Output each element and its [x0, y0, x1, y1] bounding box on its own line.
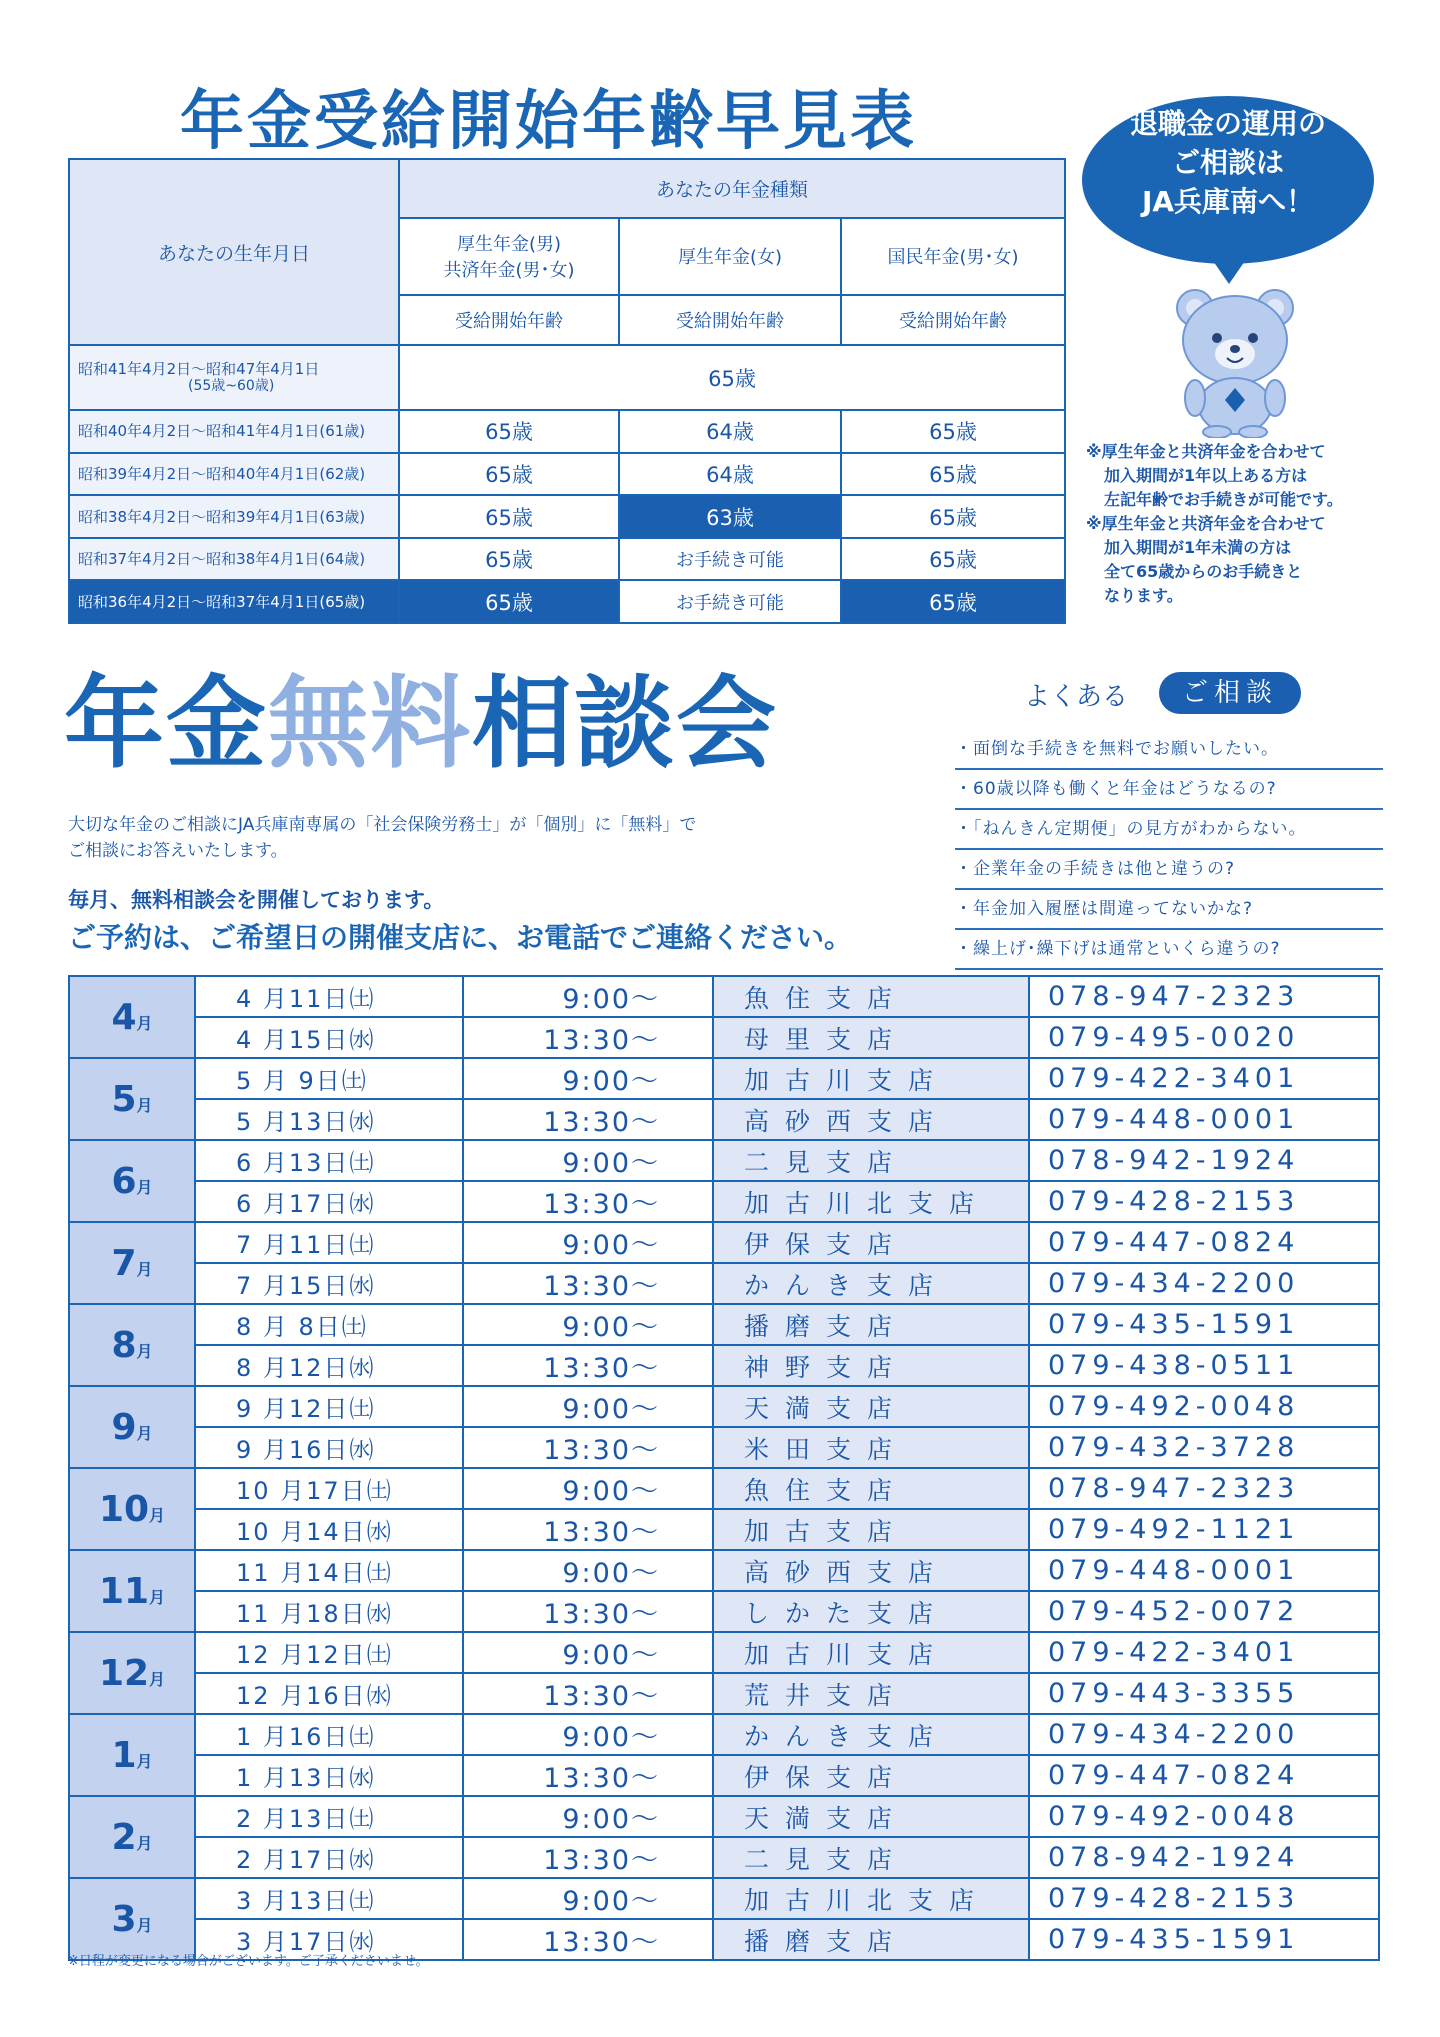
month-unit: 月: [149, 1505, 166, 1525]
phone-number: 079-435-1591: [1029, 1919, 1379, 1960]
schedule-date: 12 月12日㈯: [195, 1632, 463, 1673]
age-row-date: 昭和39年4月2日～昭和40年4月1日(62歳): [69, 453, 399, 496]
faq-item: ・繰上げ･繰下げは通常といくら違うの?: [955, 930, 1383, 970]
age-row-date-main: 昭和41年4月2日～昭和47年4月1日: [78, 360, 320, 379]
consultation-title-part1: 年金: [64, 665, 268, 782]
age-row-date: [69, 345, 399, 410]
schedule-time: 13:30～: [463, 1181, 713, 1222]
schedule-date: 10 月17日㈯: [195, 1468, 463, 1509]
age-cell: 65歳: [399, 410, 619, 453]
schedule-date: 1 月16日㈯: [195, 1714, 463, 1755]
branch-name: 魚住支店: [713, 1468, 1029, 1509]
age-table-title: 年金受給開始年齢早見表: [180, 85, 917, 159]
phone-number: 079-492-0048: [1029, 1796, 1379, 1837]
note-2-line-1: ※厚生年金と共済年金を合わせて: [1086, 514, 1326, 533]
month-label: [69, 1304, 195, 1386]
schedule-time: 13:30～: [463, 1837, 713, 1878]
schedule-date: 1 月13日㈬: [195, 1755, 463, 1796]
branch-name: 加古支店: [713, 1509, 1029, 1550]
age-cell: 64歳: [619, 453, 841, 496]
schedule-date: 7 月15日㈬: [195, 1263, 463, 1304]
month-number: 5: [111, 1078, 137, 1120]
consultation-title: [64, 665, 778, 782]
month-number: 11: [98, 1570, 150, 1612]
month-number: 3: [111, 1898, 137, 1940]
month-unit: 月: [136, 1423, 153, 1443]
age-cell: お手続き可能: [619, 580, 841, 623]
branch-name: 二見支店: [713, 1140, 1029, 1181]
branch-name: 播磨支店: [713, 1304, 1029, 1345]
col-kosei-male-header: [399, 218, 619, 295]
age-cell: 65歳: [841, 453, 1065, 496]
phone-number: 079-495-0020: [1029, 1017, 1379, 1058]
branch-name: 伊保支店: [713, 1222, 1029, 1263]
note-1-line-1: ※厚生年金と共済年金を合わせて: [1086, 442, 1326, 461]
schedule-row: [69, 1017, 1379, 1058]
month-unit: 月: [136, 1177, 153, 1197]
schedule-row: [69, 1632, 1379, 1673]
schedule-date: 6 月13日㈯: [195, 1140, 463, 1181]
schedule-date: 11 月18日㈬: [195, 1591, 463, 1632]
month-label: [69, 1222, 195, 1304]
phone-number: 079-447-0824: [1029, 1222, 1379, 1263]
schedule-date: 11 月14日㈯: [195, 1550, 463, 1591]
schedule-date: 6 月17日㈬: [195, 1181, 463, 1222]
phone-number: 078-942-1924: [1029, 1837, 1379, 1878]
note-2-line-2: 加入期間が1年未満の方は: [1104, 538, 1292, 557]
phone-number: 079-422-3401: [1029, 1632, 1379, 1673]
branch-name: 伊保支店: [713, 1755, 1029, 1796]
age-cell-highlight: 65歳: [841, 580, 1065, 623]
schedule-row: [69, 1509, 1379, 1550]
schedule-date: 3 月17日㈬: [195, 1919, 463, 1960]
bubble-line-2: ご相談は: [1171, 146, 1284, 179]
phone-number: 079-452-0072: [1029, 1591, 1379, 1632]
schedule-date: 9 月12日㈯: [195, 1386, 463, 1427]
branch-name: 高砂西支店: [713, 1099, 1029, 1140]
phone-number: 079-492-1121: [1029, 1509, 1379, 1550]
phone-number: 079-443-3355: [1029, 1673, 1379, 1714]
sub-label-3: 受給開始年齢: [841, 295, 1065, 346]
consultation-schedule-table: [68, 975, 1380, 1961]
month-number: 9: [111, 1406, 137, 1448]
month-unit: 月: [149, 1669, 166, 1689]
age-cell-highlight: 63歳: [619, 495, 841, 538]
branch-name: かんき支店: [713, 1263, 1029, 1304]
age-row-all: 65歳: [399, 345, 1065, 410]
sub-label-1: 受給開始年齢: [399, 295, 619, 346]
phone-number: 079-434-2200: [1029, 1714, 1379, 1755]
month-number: 10: [98, 1488, 150, 1530]
schedule-date: 2 月17日㈬: [195, 1837, 463, 1878]
month-label: [69, 1140, 195, 1222]
branch-name: 二見支店: [713, 1837, 1029, 1878]
branch-name: 高砂西支店: [713, 1550, 1029, 1591]
month-unit: 月: [136, 1259, 153, 1279]
age-cell: 65歳: [399, 453, 619, 496]
schedule-row: [69, 1837, 1379, 1878]
schedule-date: 8 月 8日㈯: [195, 1304, 463, 1345]
faq-item: ・企業年金の手続きは他と違うの?: [955, 850, 1383, 890]
month-unit: 月: [136, 1341, 153, 1361]
age-cell: お手続き可能: [619, 538, 841, 581]
age-row-date: 昭和37年4月2日～昭和38年4月1日(64歳): [69, 538, 399, 581]
faq-heading-pill: ご相談: [1159, 672, 1301, 714]
branch-name: 加古川支店: [713, 1058, 1029, 1099]
schedule-date: 5 月13日㈬: [195, 1099, 463, 1140]
note-2-line-4: なります。: [1104, 586, 1183, 605]
faq-item: ・面倒な手続きを無料でお願いしたい。: [955, 730, 1383, 770]
schedule-row: [69, 1550, 1379, 1591]
schedule-time: 13:30～: [463, 1017, 713, 1058]
col-kosei-male-line1: 厚生年金(男): [456, 234, 562, 256]
month-unit: 月: [136, 1013, 153, 1033]
schedule-time: 9:00～: [463, 1796, 713, 1837]
schedule-time: 13:30～: [463, 1099, 713, 1140]
note-2: [1086, 512, 1426, 608]
month-number: 6: [111, 1160, 137, 1202]
monthly-notice: 毎月、無料相談会を開催しております。: [68, 888, 445, 912]
branch-name: 加古川北支店: [713, 1878, 1029, 1919]
phone-number: 078-947-2323: [1029, 1468, 1379, 1509]
schedule-row: [69, 1058, 1379, 1099]
schedule-row: [69, 1222, 1379, 1263]
schedule-time: 9:00～: [463, 976, 713, 1017]
speech-bubble: [1082, 96, 1374, 264]
birth-date-header: あなたの生年月日: [69, 159, 399, 345]
note-1-line-3: 左記年齢でお手続きが可能です。: [1104, 490, 1343, 509]
month-label: [69, 1714, 195, 1796]
schedule-time: 13:30～: [463, 1427, 713, 1468]
schedule-time: 9:00～: [463, 1878, 713, 1919]
month-label: [69, 1796, 195, 1878]
schedule-row: [69, 1345, 1379, 1386]
schedule-date: 4 月11日㈯: [195, 976, 463, 1017]
age-cell: 64歳: [619, 410, 841, 453]
schedule-time: 9:00～: [463, 1632, 713, 1673]
phone-number: 079-434-2200: [1029, 1263, 1379, 1304]
branch-name: 神野支店: [713, 1345, 1029, 1386]
age-cell: 65歳: [399, 495, 619, 538]
schedule-row: [69, 1591, 1379, 1632]
pension-type-header: あなたの年金種類: [399, 159, 1065, 218]
phone-number: 078-942-1924: [1029, 1140, 1379, 1181]
schedule-row: [69, 1427, 1379, 1468]
schedule-row: [69, 1755, 1379, 1796]
phone-number: 079-428-2153: [1029, 1878, 1379, 1919]
consultation-title-part2: 無料: [268, 665, 472, 782]
col-kosei-female-header: 厚生年金(女): [619, 218, 841, 295]
schedule-date: 8 月12日㈬: [195, 1345, 463, 1386]
month-unit: 月: [136, 1751, 153, 1771]
month-label: [69, 1632, 195, 1714]
phone-number: 079-492-0048: [1029, 1386, 1379, 1427]
schedule-row: [69, 1386, 1379, 1427]
branch-name: 加古川支店: [713, 1632, 1029, 1673]
schedule-date: 12 月16日㈬: [195, 1673, 463, 1714]
schedule-time: 9:00～: [463, 1222, 713, 1263]
month-unit: 月: [149, 1587, 166, 1607]
branch-name: 魚住支店: [713, 976, 1029, 1017]
faq-list: [955, 730, 1383, 970]
phone-number: 079-438-0511: [1029, 1345, 1379, 1386]
branch-name: 天満支店: [713, 1796, 1029, 1837]
month-number: 4: [111, 996, 137, 1038]
branch-name: 荒井支店: [713, 1673, 1029, 1714]
schedule-time: 9:00～: [463, 1550, 713, 1591]
note-1-line-2: 加入期間が1年以上ある方は: [1104, 466, 1308, 485]
bubble-line-3: JA兵庫南へ！: [1141, 185, 1315, 218]
month-number: 2: [111, 1816, 137, 1858]
notes: [1086, 440, 1426, 608]
branch-name: 播磨支店: [713, 1919, 1029, 1960]
age-cell: 65歳: [399, 538, 619, 581]
schedule-time: 13:30～: [463, 1509, 713, 1550]
faq-item: ・60歳以降も働くと年金はどうなるの?: [955, 770, 1383, 810]
branch-name: かんき支店: [713, 1714, 1029, 1755]
schedule-time: 13:30～: [463, 1263, 713, 1304]
month-number: 8: [111, 1324, 137, 1366]
schedule-date: 7 月11日㈯: [195, 1222, 463, 1263]
month-label: [69, 1058, 195, 1140]
faq-item: ・「ねんきん定期便」の見方がわからない。: [955, 810, 1383, 850]
consultation-title-part3: 相談会: [472, 665, 778, 782]
schedule-time: 9:00～: [463, 1140, 713, 1181]
branch-name: 母里支店: [713, 1017, 1029, 1058]
faq-item: ・年金加入履歴は間違ってないかな?: [955, 890, 1383, 930]
schedule-date: 9 月16日㈬: [195, 1427, 463, 1468]
age-row-date-sub: (55歳~60歳): [188, 378, 275, 395]
month-label: [69, 976, 195, 1058]
month-label: [69, 1468, 195, 1550]
sub-label-2: 受給開始年齢: [619, 295, 841, 346]
age-row-date: 昭和38年4月2日～昭和39年4月1日(63歳): [69, 495, 399, 538]
footnote: ※日程が変更になる場合がございます。ご了承くださいませ。: [68, 1954, 429, 1969]
month-label: [69, 1550, 195, 1632]
schedule-date: 10 月14日㈬: [195, 1509, 463, 1550]
schedule-time: 13:30～: [463, 1673, 713, 1714]
age-row-date: 昭和40年4月2日～昭和41年4月1日(61歳): [69, 410, 399, 453]
schedule-date: 2 月13日㈯: [195, 1796, 463, 1837]
month-unit: 月: [136, 1095, 153, 1115]
schedule-row: [69, 1099, 1379, 1140]
schedule-row: [69, 1263, 1379, 1304]
branch-name: 米田支店: [713, 1427, 1029, 1468]
schedule-date: 4 月15日㈬: [195, 1017, 463, 1058]
schedule-time: 13:30～: [463, 1345, 713, 1386]
schedule-row: [69, 976, 1379, 1017]
month-label: [69, 1386, 195, 1468]
intro-line-1: 大切な年金のご相談にJA兵庫南専属の「社会保険労務士」が「個別」に「無料」で: [68, 815, 697, 835]
schedule-row: [69, 1468, 1379, 1509]
schedule-time: 9:00～: [463, 1714, 713, 1755]
phone-number: 079-448-0001: [1029, 1550, 1379, 1591]
schedule-row: [69, 1181, 1379, 1222]
month-unit: 月: [136, 1833, 153, 1853]
schedule-row: [69, 1140, 1379, 1181]
age-cell: 65歳: [841, 495, 1065, 538]
branch-name: 加古川北支店: [713, 1181, 1029, 1222]
month-number: 1: [111, 1734, 137, 1776]
schedule-date: 3 月13日㈯: [195, 1878, 463, 1919]
schedule-time: 13:30～: [463, 1591, 713, 1632]
note-1: [1086, 440, 1426, 512]
phone-number: 079-448-0001: [1029, 1099, 1379, 1140]
phone-number: 079-428-2153: [1029, 1181, 1379, 1222]
schedule-time: 9:00～: [463, 1386, 713, 1427]
schedule-time: 9:00～: [463, 1058, 713, 1099]
month-label: [69, 1878, 195, 1960]
age-cell-highlight: 65歳: [399, 580, 619, 623]
phone-number: 078-947-2323: [1029, 976, 1379, 1017]
month-number: 12: [98, 1652, 150, 1694]
branch-name: 天満支店: [713, 1386, 1029, 1427]
note-2-line-3: 全て65歳からのお手続きと: [1104, 562, 1303, 581]
age-cell: 65歳: [841, 410, 1065, 453]
speech-bubble-tail: [1211, 258, 1247, 284]
reservation-notice: ご予約は、ご希望日の開催支店に、お電話でご連絡ください。: [68, 921, 853, 954]
schedule-row: [69, 1673, 1379, 1714]
col-kokumin-header: 国民年金(男･女): [841, 218, 1065, 295]
schedule-date: 5 月 9日㈯: [195, 1058, 463, 1099]
faq-heading: よくある: [1024, 682, 1129, 712]
bear-mascot-icon: [1165, 282, 1305, 438]
month-unit: 月: [136, 1915, 153, 1935]
age-row-date-highlight: 昭和36年4月2日～昭和37年4月1日(65歳): [69, 580, 399, 623]
bubble-line-1: 退職金の運用の: [1129, 107, 1326, 140]
schedule-row: [69, 1878, 1379, 1919]
schedule-row: [69, 1796, 1379, 1837]
pension-age-table: [68, 158, 1066, 624]
schedule-time: 9:00～: [463, 1304, 713, 1345]
schedule-time: 13:30～: [463, 1919, 713, 1960]
schedule-row: [69, 1304, 1379, 1345]
intro-line-2: ご相談にお答えいたします。: [68, 841, 288, 861]
phone-number: 079-447-0824: [1029, 1755, 1379, 1796]
phone-number: 079-422-3401: [1029, 1058, 1379, 1099]
phone-number: 079-432-3728: [1029, 1427, 1379, 1468]
schedule-time: 13:30～: [463, 1755, 713, 1796]
intro-text: [68, 812, 808, 864]
schedule-row: [69, 1714, 1379, 1755]
phone-number: 079-435-1591: [1029, 1304, 1379, 1345]
schedule-time: 9:00～: [463, 1468, 713, 1509]
branch-name: しかた支店: [713, 1591, 1029, 1632]
month-number: 7: [111, 1242, 137, 1284]
age-cell: 65歳: [841, 538, 1065, 581]
col-kosei-male-line2: 共済年金(男･女): [443, 260, 575, 282]
